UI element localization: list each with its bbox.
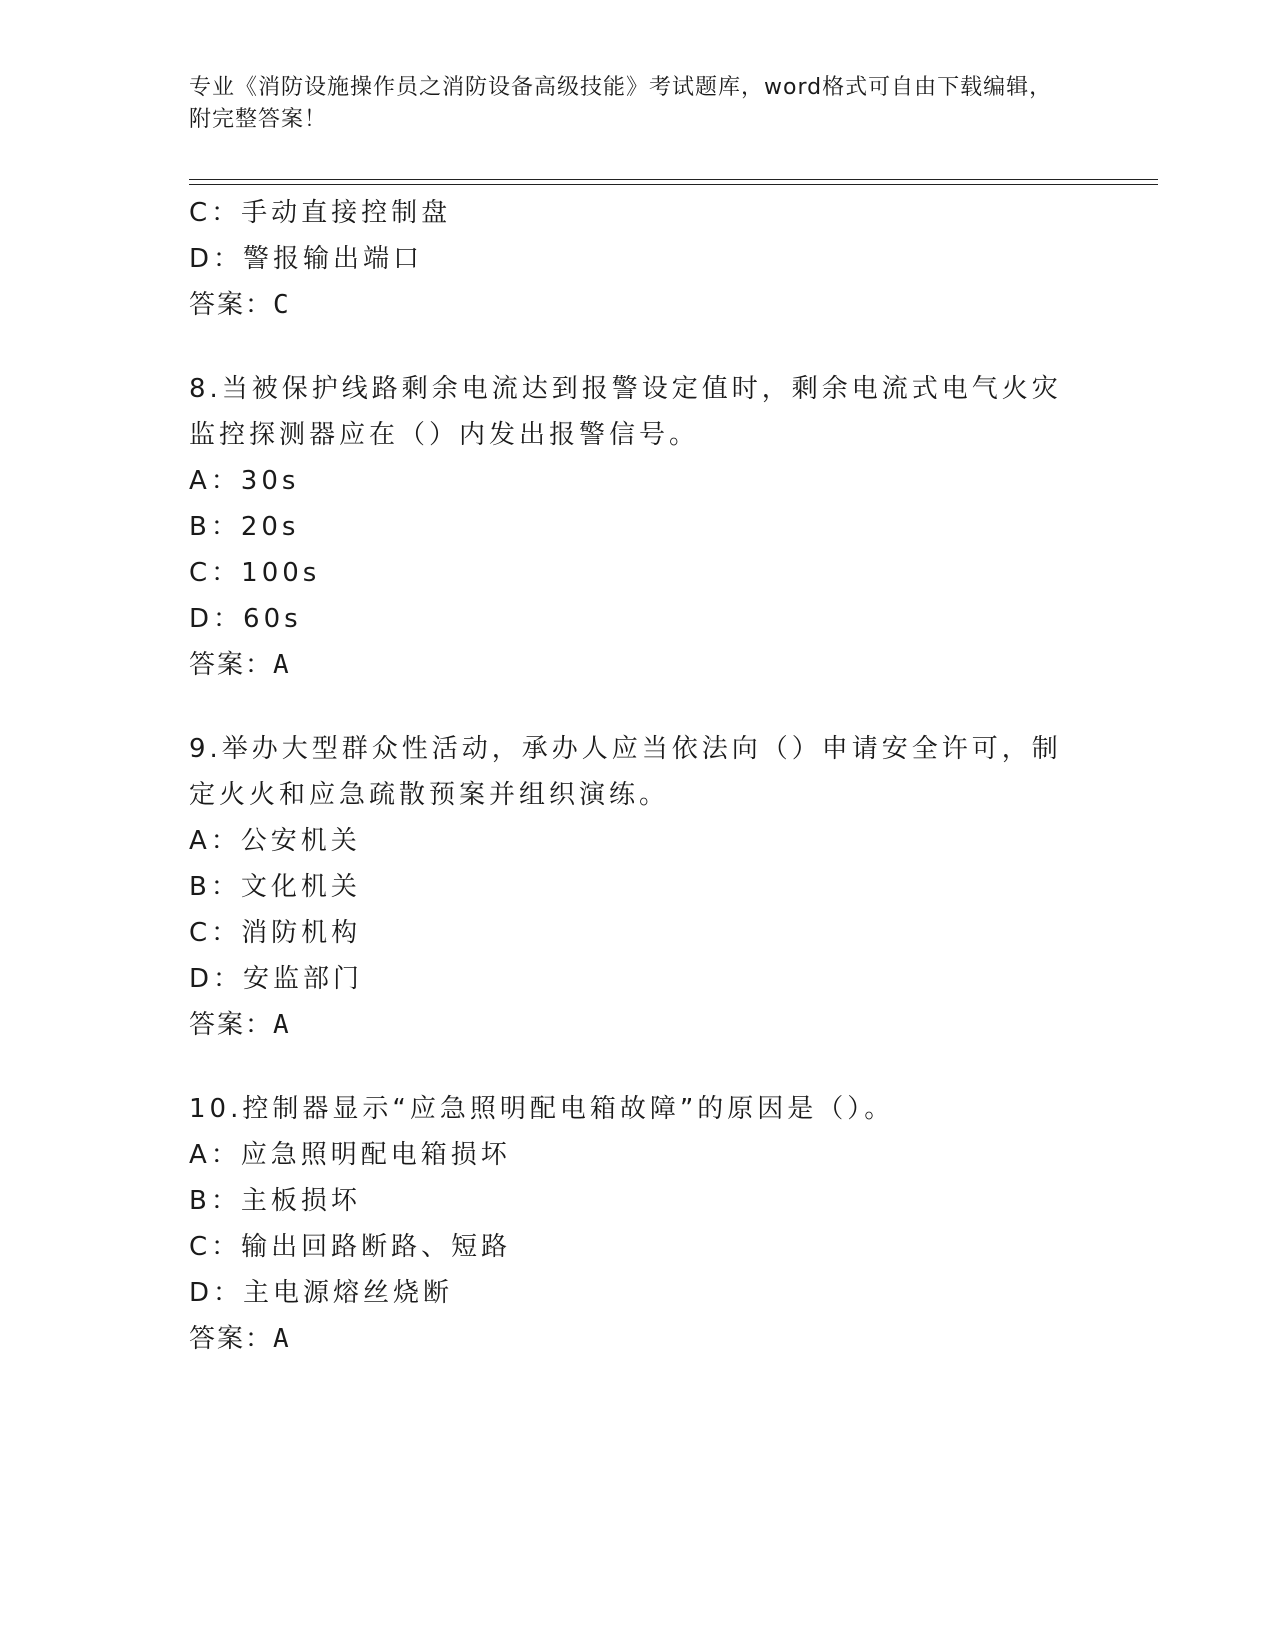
- header-divider-bottom: [189, 184, 1158, 185]
- option-d: D：60s: [189, 604, 302, 634]
- option-c: C：输出回路断路、短路: [189, 1232, 512, 1262]
- question-text: 9.举办大型群众性活动，承办人应当依法向（）申请安全许可，制定火火和应急疏散预案并组织演练。: [189, 734, 1062, 810]
- answer-line: 答案：A: [189, 650, 291, 680]
- answer-line: 答案：A: [189, 1324, 291, 1354]
- option-a: A：公安机关: [189, 826, 361, 856]
- option-c: C：100s: [189, 558, 321, 588]
- spacer: [189, 328, 1089, 366]
- option-a: A：30s: [189, 466, 300, 496]
- answer-line: 答案：A: [189, 1010, 291, 1040]
- option-b: B：20s: [189, 512, 300, 542]
- question-block-8: [189, 366, 1089, 688]
- option-c: C：手动直接控制盘: [189, 198, 452, 228]
- question-block-7: [189, 190, 1089, 328]
- spacer: [189, 688, 1089, 726]
- option-b: B：文化机关: [189, 872, 361, 902]
- question-text: 8.当被保护线路剩余电流达到报警设定值时，剩余电流式电气火灾监控探测器应在（）内发出报警信号。: [189, 374, 1062, 450]
- option-b: B：主板损坏: [189, 1186, 361, 1216]
- header-text: 专业《消防设施操作员之消防设备高级技能》考试题库，word格式可自由下载编辑，附完整答案！: [189, 75, 1053, 132]
- option-d: D：安监部门: [189, 964, 364, 994]
- question-text: 10.控制器显示“应急照明配电箱故障”的原因是（）。: [189, 1094, 895, 1124]
- option-d: D：主电源熔丝烧断: [189, 1278, 454, 1308]
- question-block-9: [189, 726, 1089, 1048]
- question-list: [189, 190, 1089, 1362]
- question-block-10: [189, 1086, 1089, 1362]
- option-a: A：应急照明配电箱损坏: [189, 1140, 511, 1170]
- header-divider-top: [189, 179, 1158, 180]
- answer-line: 答案：C: [189, 290, 291, 320]
- option-d: D：警报输出端口: [189, 244, 424, 274]
- document-header: [189, 72, 1069, 136]
- option-c: C：消防机构: [189, 918, 362, 948]
- spacer: [189, 1048, 1089, 1086]
